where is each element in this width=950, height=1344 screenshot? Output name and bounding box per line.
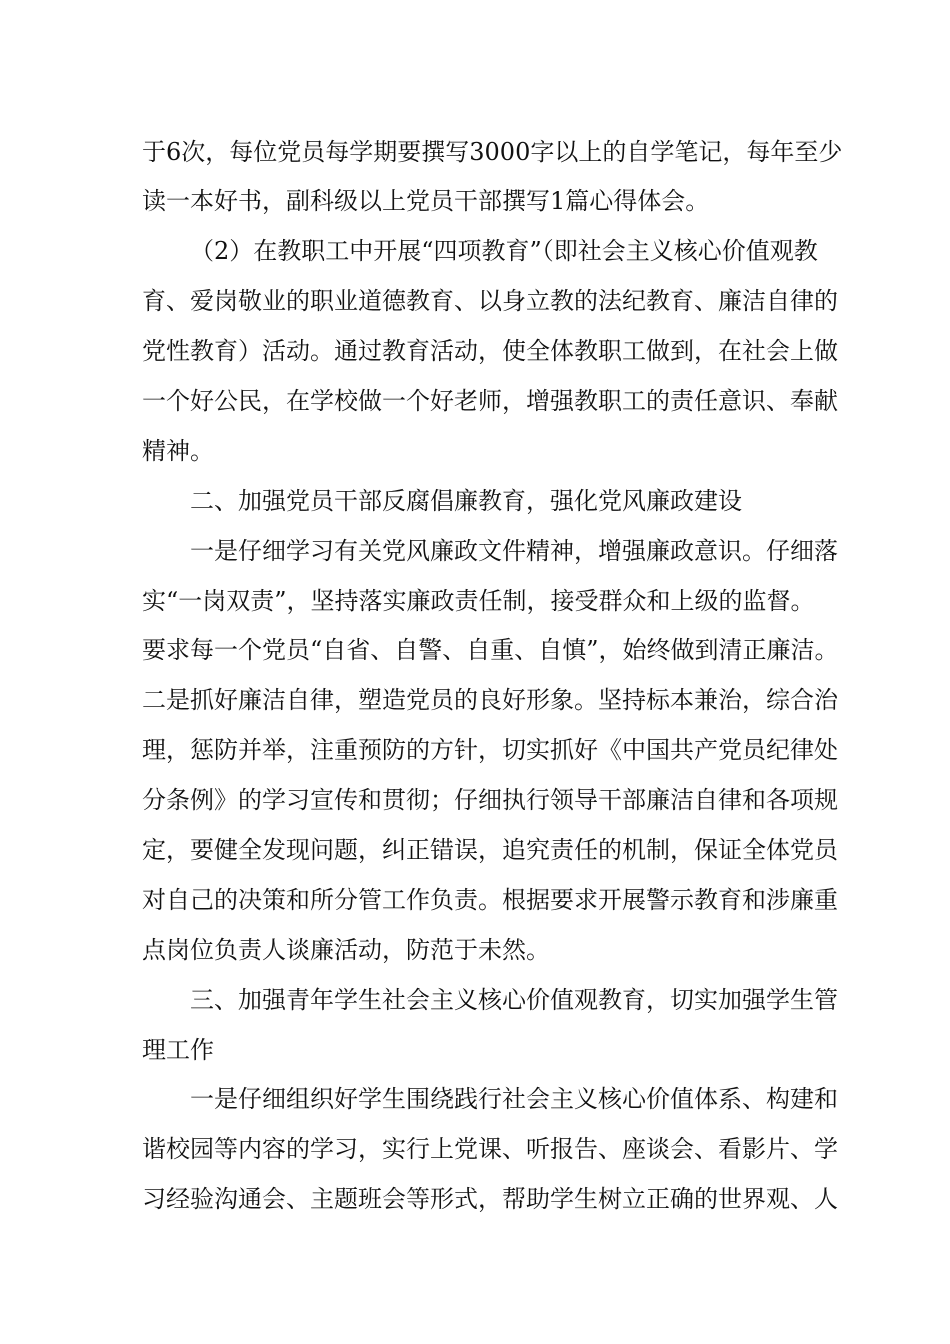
text-line: 习经验沟通会、主题班会等形式，帮助学生树立正确的世界观、人 [142,1185,838,1213]
text-line: 分条例》的学习宣传和贯彻；仔细执行领导干部廉洁自律和各项规 [142,786,838,814]
text-line: 理，惩防并举，注重预防的方针，切实抓好《中国共产党员纪律处 [142,736,838,764]
section-heading: 三、加强青年学生社会主义核心价值观教育，切实加强学生管 [190,986,838,1014]
section-heading-continued: 理工作 [142,1036,214,1064]
text-line: 一个好公民，在学校做一个好老师，增强教职工的责任意识、奉献 [142,387,838,415]
text-line: 精神。 [142,437,214,465]
text-line: 二是抓好廉洁自律，塑造党员的良好形象。坚持标本兼治，综合治 [142,686,838,714]
text-line: 实“一岗双责”，坚持落实廉政责任制，接受群众和上级的监督。 [142,587,815,615]
text-line: 要求每一个党员“自省、自警、自重、自慎”，始终做到清正廉洁。 [142,636,839,664]
section-heading: 二、加强党员干部反腐倡廉教育，强化党风廉政建设 [190,487,742,515]
text-line: 育、爱岗敬业的职业道德教育、以身立教的法纪教育、廉洁自律的 [142,287,838,315]
text-line: 谐校园等内容的学习，实行上党课、听报告、座谈会、看影片、学 [142,1135,838,1163]
text-line: 对自己的决策和所分管工作负责。根据要求开展警示教育和涉廉重 [142,886,838,914]
text-line: 点岗位负责人谈廉活动，防范于未然。 [142,936,550,964]
text-line: 一是仔细学习有关党风廉政文件精神，增强廉政意识。仔细落 [190,537,838,565]
text-line: 党性教育）活动。通过教育活动，使全体教职工做到，在社会上做 [142,337,838,365]
text-line: 一是仔细组织好学生围绕践行社会主义核心价值体系、构建和 [190,1085,838,1113]
text-line: 定，要健全发现问题，纠正错误，追究责任的机制，保证全体党员 [142,836,838,864]
text-line: 于6次，每位党员每学期要撰写3000字以上的自学笔记，每年至少 [142,138,843,166]
text-line: （2）在教职工中开展“四项教育”（即社会主义核心价值观教 [190,237,818,265]
text-line: 读一本好书，副科级以上党员干部撰写1篇心得体会。 [142,187,710,215]
